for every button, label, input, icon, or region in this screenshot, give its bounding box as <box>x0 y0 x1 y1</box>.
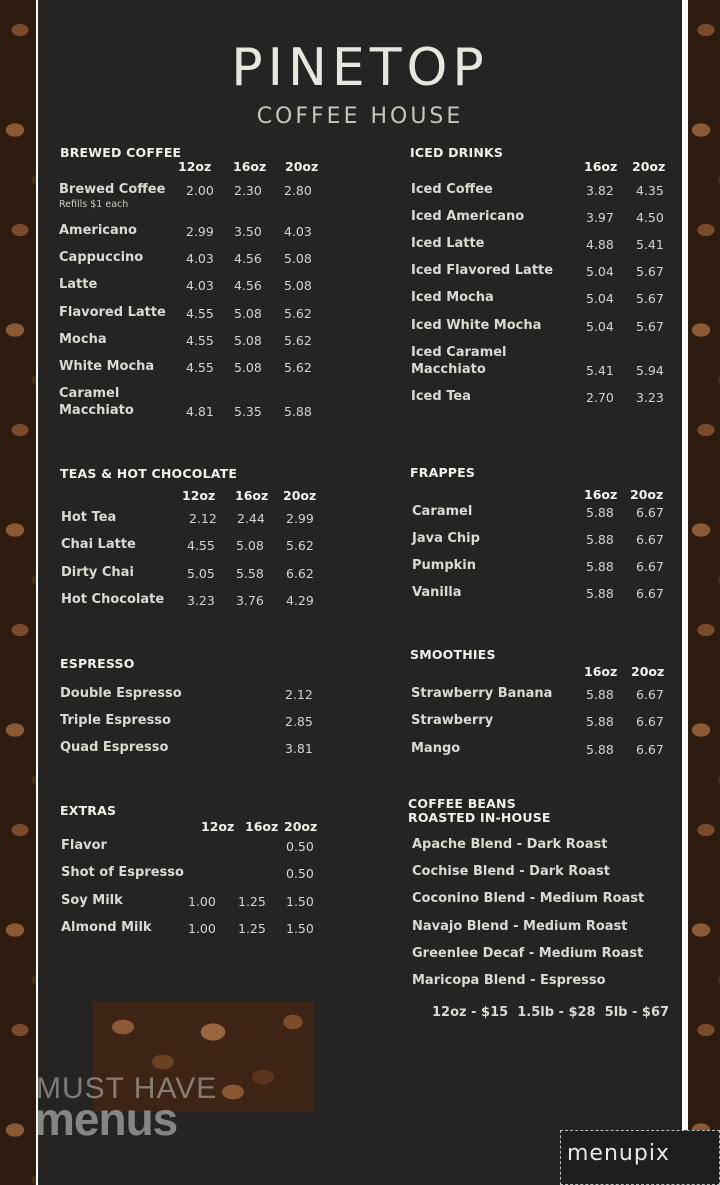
size-header: 20oz <box>283 488 317 503</box>
price: 5.62 <box>286 538 314 553</box>
price: 3.76 <box>236 593 264 608</box>
price: 6.67 <box>636 532 664 547</box>
menu-item-name: Macchiato <box>59 403 134 418</box>
bean-blend: Apache Blend - Dark Roast <box>412 837 608 852</box>
price: 5.67 <box>636 264 664 279</box>
price: 5.67 <box>636 319 664 334</box>
price: 4.55 <box>187 538 215 553</box>
menu-item-name: Pumpkin <box>412 558 476 573</box>
menu-item-name: Latte <box>59 277 98 292</box>
price: 5.62 <box>284 360 312 375</box>
bean-pricing: 12oz - $15 1.5lb - $28 5lb - $67 <box>432 1005 670 1020</box>
price: 0.50 <box>286 839 314 854</box>
menu-item-name: Dirty Chai <box>61 565 134 580</box>
price: 5.88 <box>586 714 614 729</box>
price: 5.08 <box>284 278 312 293</box>
price: 5.88 <box>586 559 614 574</box>
section-brewed-coffee: BREWED COFFEE <box>60 145 182 160</box>
menu-item-name: Iced Latte <box>411 236 485 251</box>
price: 2.70 <box>586 390 614 405</box>
price: 3.81 <box>285 741 313 756</box>
price: 5.08 <box>284 251 312 266</box>
menu-item-name: White Mocha <box>59 359 155 374</box>
price: 6.67 <box>636 742 664 757</box>
menu-item-name: Strawberry Banana <box>411 686 553 701</box>
section-coffee-beans-subtitle: ROASTED IN-HOUSE <box>408 810 551 825</box>
price: 5.88 <box>586 586 614 601</box>
price: 5.62 <box>284 333 312 348</box>
price: 5.04 <box>586 264 614 279</box>
price: 5.04 <box>586 319 614 334</box>
section-coffee-beans: COFFEE BEANS <box>408 796 516 811</box>
price: 4.81 <box>186 404 214 419</box>
cafe-subtitle: COFFEE HOUSE <box>256 104 464 129</box>
menu-item-name: Iced Americano <box>411 209 525 224</box>
coffee-beans-background-right <box>686 0 720 1185</box>
price: 5.88 <box>586 532 614 547</box>
menu-item-name: Iced Coffee <box>411 182 493 197</box>
price: 5.62 <box>284 306 312 321</box>
price: 1.00 <box>188 894 216 909</box>
menu-item-name: Americano <box>59 223 137 238</box>
size-header: 16oz <box>235 488 269 503</box>
mustHaveMenus-watermark-logo: menus <box>34 1093 178 1145</box>
price: 2.99 <box>186 224 214 239</box>
price: 5.88 <box>586 687 614 702</box>
price: 1.25 <box>238 921 266 936</box>
menu-item-name: Iced Mocha <box>411 290 494 305</box>
menu-item-name: Flavor <box>61 838 107 853</box>
price: 6.62 <box>286 566 314 581</box>
price: 3.82 <box>586 183 614 198</box>
menu-item-name: Mocha <box>59 332 107 347</box>
size-header: 12oz <box>178 159 212 174</box>
price: 1.00 <box>188 921 216 936</box>
price: 6.67 <box>636 687 664 702</box>
size-header: 16oz <box>584 487 618 502</box>
price: 5.08 <box>234 306 262 321</box>
menu-item-name: Soy Milk <box>61 893 123 908</box>
price: 5.58 <box>236 566 264 581</box>
section-espresso: ESPRESSO <box>60 656 135 671</box>
menu-item-name: Shot of Espresso <box>61 865 184 880</box>
price: 4.55 <box>186 333 214 348</box>
size-header: 20oz <box>631 664 665 679</box>
price: 5.08 <box>234 333 262 348</box>
price: 5.41 <box>636 237 664 252</box>
menu-item-name: Hot Chocolate <box>61 592 165 607</box>
price: 6.67 <box>636 714 664 729</box>
price: 2.00 <box>186 183 214 198</box>
menu-item-name: Java Chip <box>412 531 480 546</box>
menu-item-name: Almond Milk <box>61 920 152 935</box>
price: 5.94 <box>636 363 664 378</box>
bean-blend: Coconino Blend - Medium Roast <box>412 891 645 906</box>
menu-item-name: Caramel <box>59 386 120 401</box>
price: 5.88 <box>586 742 614 757</box>
section-iced-drinks: ICED DRINKS <box>410 145 504 160</box>
price: 4.35 <box>636 183 664 198</box>
price: 5.88 <box>284 404 312 419</box>
menu-item-name: Iced Tea <box>411 389 471 404</box>
menu-item-name: Hot Tea <box>61 510 117 525</box>
price: 4.55 <box>186 306 214 321</box>
section-extras: EXTRAS <box>60 803 117 818</box>
mustHaveMenus-watermark: MUST HAVE <box>36 1072 218 1105</box>
bean-blend: Maricopa Blend - Espresso <box>412 973 606 988</box>
menu-item-name: Mango <box>411 741 461 756</box>
price: 4.56 <box>234 251 262 266</box>
price: 3.23 <box>636 390 664 405</box>
price: 5.05 <box>187 566 215 581</box>
price: 5.88 <box>586 505 614 520</box>
price: 2.30 <box>234 183 262 198</box>
size-header: 16oz <box>233 159 267 174</box>
price: 2.99 <box>286 511 314 526</box>
menu-item-name: Triple Espresso <box>60 713 171 728</box>
price: 5.08 <box>234 360 262 375</box>
menu-item-name: Brewed Coffee <box>59 182 166 197</box>
price: 4.29 <box>286 593 314 608</box>
menu-item-name: Quad Espresso <box>60 740 169 755</box>
price: 3.50 <box>234 224 262 239</box>
size-header: 16oz <box>584 664 618 679</box>
price: 2.12 <box>285 687 313 702</box>
price: 6.67 <box>636 559 664 574</box>
menu-item-name: Caramel <box>412 504 473 519</box>
price: 4.55 <box>186 360 214 375</box>
menu-item-name: Cappuccino <box>59 250 144 265</box>
price: 5.35 <box>234 404 262 419</box>
size-header: 12oz <box>182 488 216 503</box>
menu-item-name: Iced Flavored Latte <box>411 263 554 278</box>
price: 2.12 <box>189 511 217 526</box>
section-smoothies: SMOOTHIES <box>410 647 496 662</box>
menu-item-name: Flavored Latte <box>59 305 166 320</box>
section-teas-hot-chocolate: TEAS & HOT CHOCOLATE <box>60 466 238 481</box>
price: 4.03 <box>186 251 214 266</box>
cafe-name: PINETOP <box>231 38 489 98</box>
bean-blend: Cochise Blend - Dark Roast <box>412 864 610 879</box>
size-header: 20oz <box>285 159 319 174</box>
price: 2.44 <box>237 511 265 526</box>
menu-item-name: Chai Latte <box>61 537 136 552</box>
size-header: 16oz <box>584 159 618 174</box>
menu-item-name: Vanilla <box>412 585 462 600</box>
menupix-logo: menupix <box>560 1130 720 1185</box>
price: 6.67 <box>636 586 664 601</box>
price: 4.03 <box>284 224 312 239</box>
size-header: 20oz <box>284 819 318 834</box>
size-header: 12oz <box>201 819 235 834</box>
price: 3.97 <box>586 210 614 225</box>
price: 2.80 <box>284 183 312 198</box>
price: 1.50 <box>286 894 314 909</box>
price: 5.04 <box>586 291 614 306</box>
menu-item-name: Iced White Mocha <box>411 318 542 333</box>
menu-item-name: Strawberry <box>411 713 494 728</box>
section-frappes: FRAPPES <box>410 465 476 480</box>
price: 1.25 <box>238 894 266 909</box>
price: 5.08 <box>236 538 264 553</box>
price: 2.85 <box>285 714 313 729</box>
price: 3.23 <box>187 593 215 608</box>
price: 1.50 <box>286 921 314 936</box>
menu-item-name: Iced Caramel <box>411 345 507 360</box>
price: 0.50 <box>286 866 314 881</box>
price: 5.67 <box>636 291 664 306</box>
size-header: 20oz <box>630 487 664 502</box>
bean-blend: Navajo Blend - Medium Roast <box>412 919 628 934</box>
price: 6.67 <box>636 505 664 520</box>
size-header: 20oz <box>632 159 666 174</box>
menu-item-note: Refills $1 each <box>59 199 129 210</box>
price: 5.41 <box>586 363 614 378</box>
bean-blend: Greenlee Decaf - Medium Roast <box>412 946 644 961</box>
price: 4.03 <box>186 278 214 293</box>
menu-item-name: Macchiato <box>411 362 486 377</box>
size-header: 16oz <box>245 819 279 834</box>
menu-item-name: Double Espresso <box>60 686 182 701</box>
price: 4.88 <box>586 237 614 252</box>
price: 4.56 <box>234 278 262 293</box>
price: 4.50 <box>636 210 664 225</box>
